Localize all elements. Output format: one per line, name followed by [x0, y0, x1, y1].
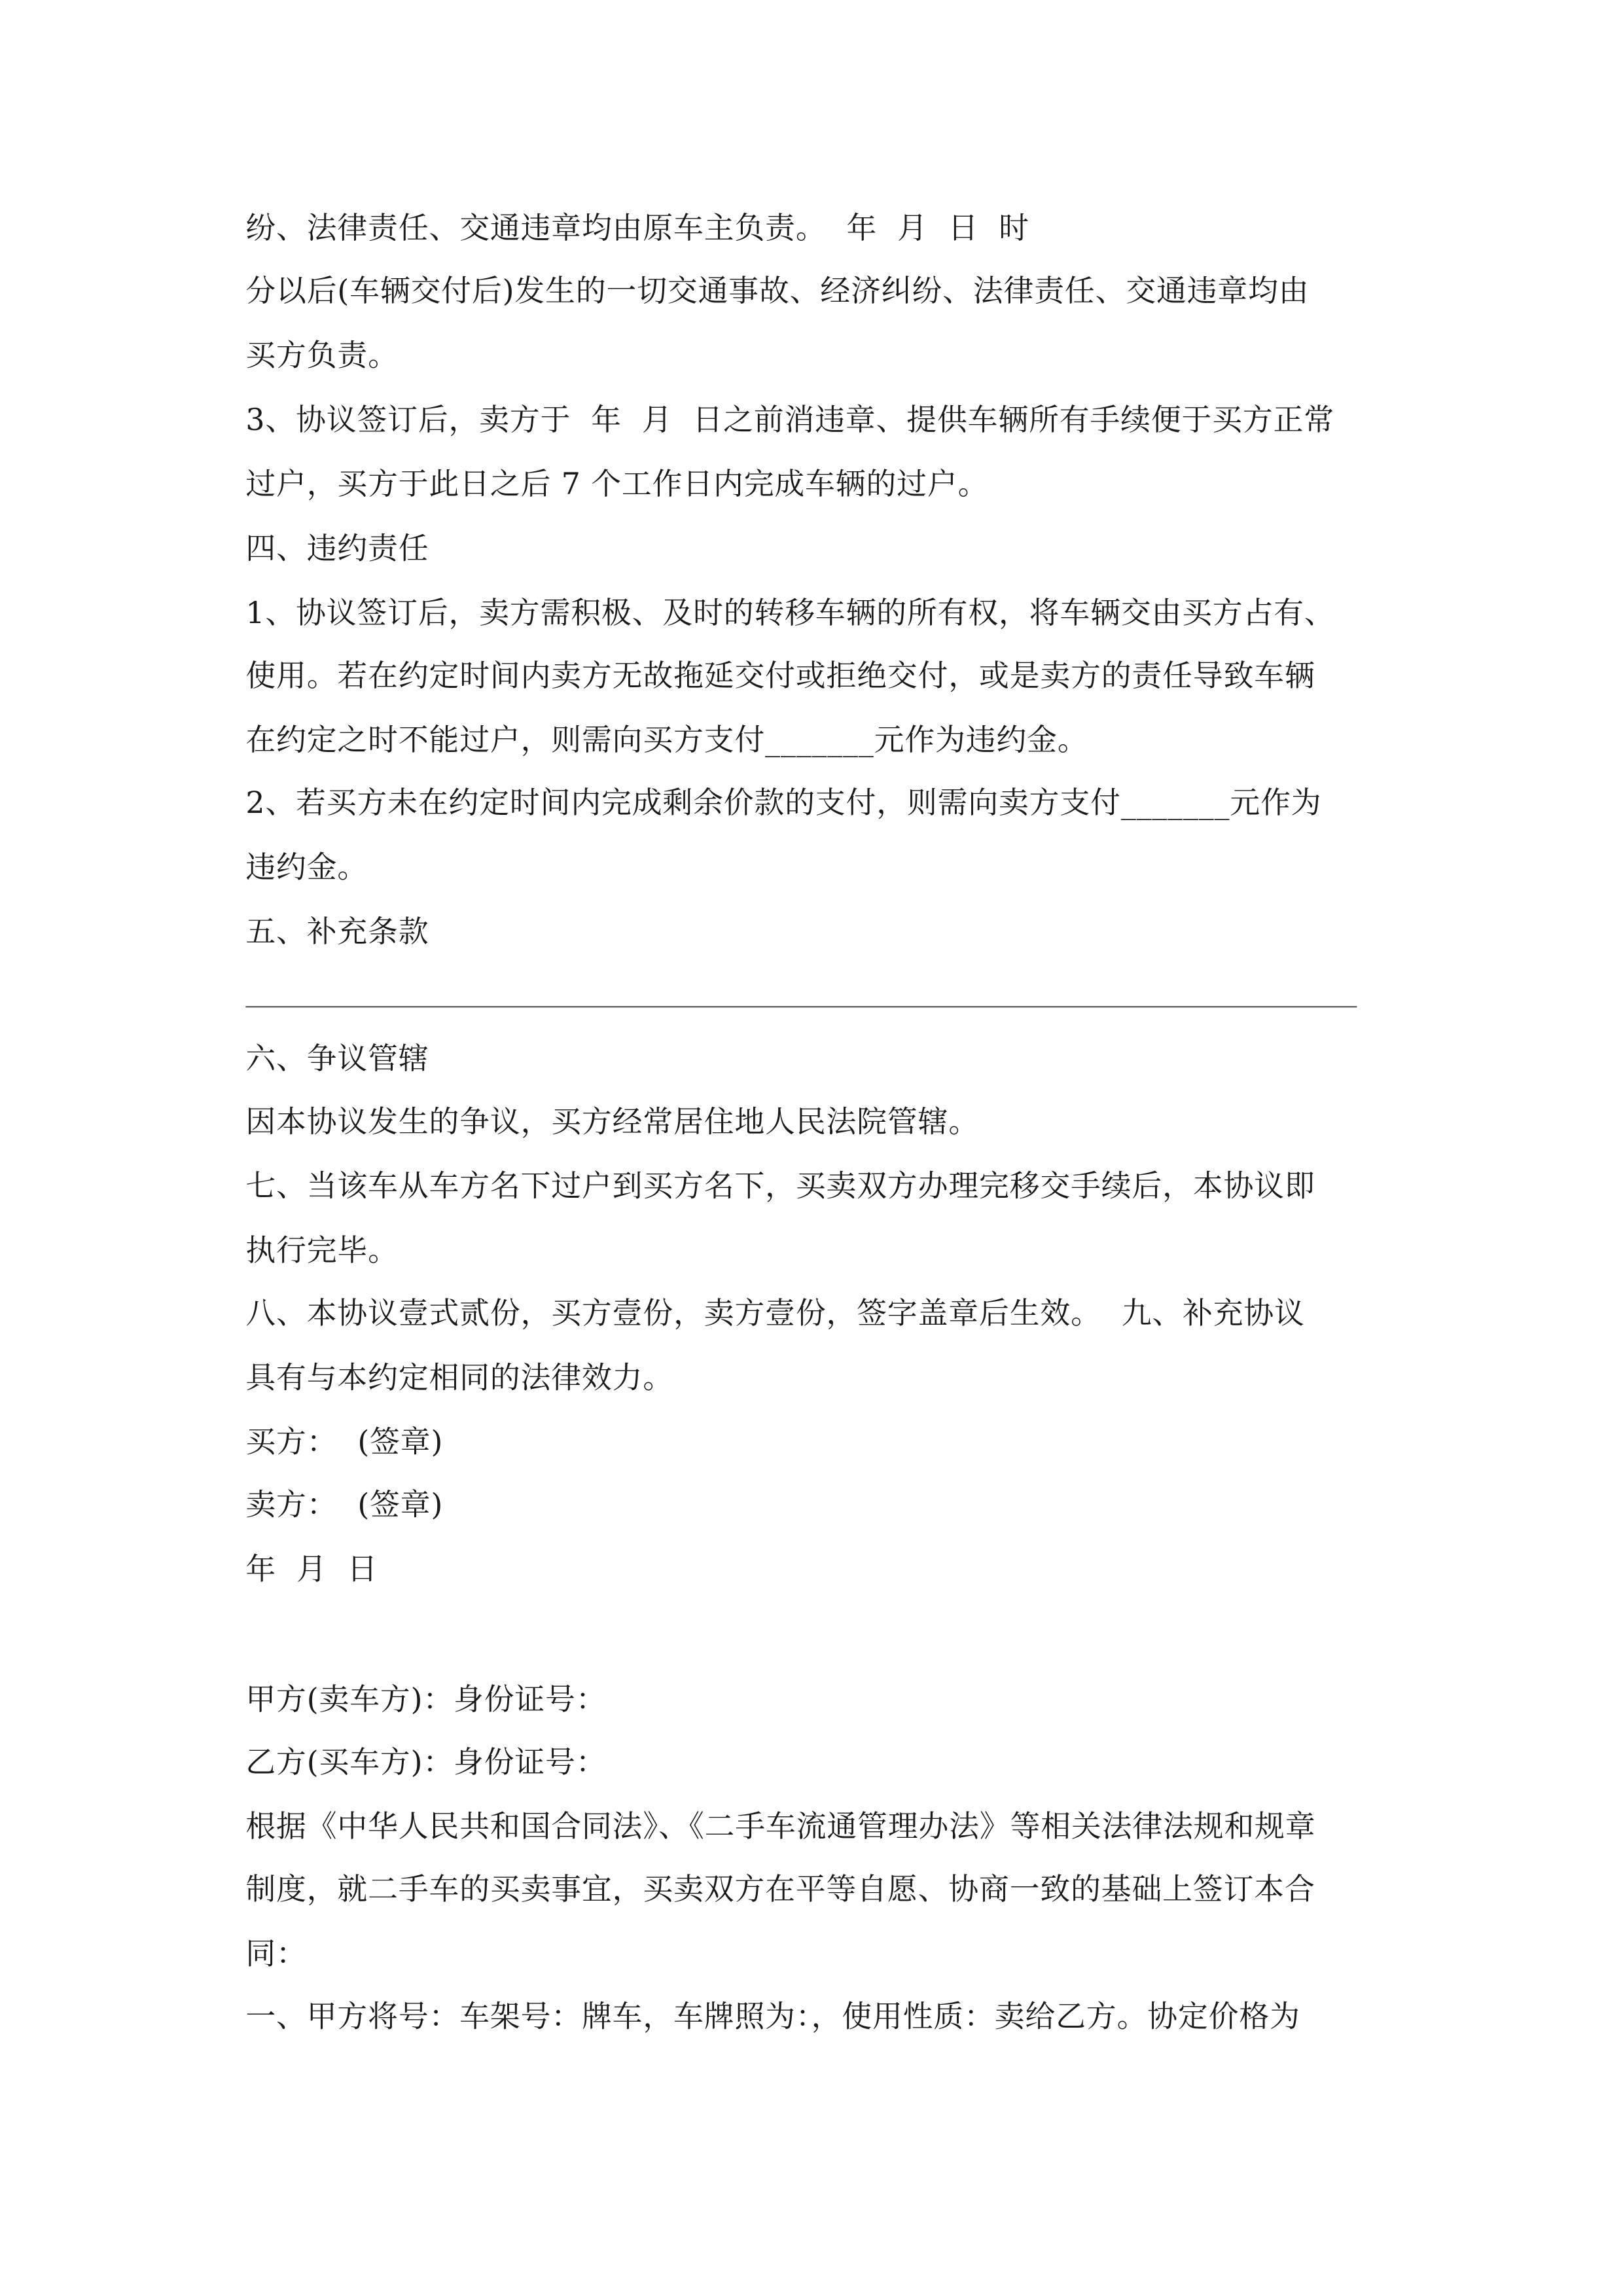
section-heading: 六、争议管辖 [245, 1041, 429, 1077]
blank-fill-line [245, 1006, 1357, 1007]
section-heading: 四、违约责任 [245, 531, 429, 566]
text-line: 违约金。 [245, 850, 368, 885]
text-line: 七、当该车从车方名下过户到买方名下，买卖双方办理完移交手续后，本协议即 [245, 1168, 1315, 1204]
text-line: 同： [245, 1936, 307, 1971]
signature-seller: 卖方： (签章) [245, 1487, 444, 1522]
date-line: 年 月 日 [245, 1551, 378, 1587]
signature-buyer: 买方： (签章) [245, 1424, 444, 1460]
text-line: 具有与本约定相同的法律效力。 [245, 1359, 674, 1395]
text-line: 过户，买方于此日之后 7 个工作日内完成车辆的过户。 [245, 466, 989, 502]
section-heading: 五、补充条款 [245, 914, 429, 949]
party-b-line: 乙方(买车方)：身份证号： [245, 1744, 607, 1780]
text-line: 买方负责。 [245, 338, 399, 373]
text-line: 一、甲方将号：车架号：牌车，车牌照为：，使用性质：卖给乙方。协定价格为 [245, 1999, 1300, 2034]
text-line: 3、协议签订后，卖方于 年 月 日之前消违章、提供车辆所有手续便于买方正常 [245, 402, 1335, 438]
party-a-line: 甲方(卖车方)：身份证号： [245, 1681, 607, 1717]
text-line: 在约定之时不能过户，则需向买方支付_______元作为违约金。 [245, 722, 1088, 758]
text-line: 1、协议签订后，卖方需积极、及时的转移车辆的所有权，将车辆交由买方占有、 [245, 595, 1335, 630]
text-line: 使用。若在约定时间内卖方无故拖延交付或拒绝交付，或是卖方的责任导致车辆 [245, 658, 1315, 694]
text-line: 纷、法律责任、交通违章均由原车主负责。 年 月 日 时 [245, 210, 1029, 246]
text-line: 2、若买方未在约定时间内完成剩余价款的支付，则需向卖方支付_______元作为 [245, 785, 1322, 821]
text-line: 分以后(车辆交付后)发生的一切交通事故、经济纠纷、法律责任、交通违章均由 [245, 273, 1310, 309]
text-line: 制度，就二手车的买卖事宜，买卖双方在平等自愿、协商一致的基础上签订本合 [245, 1871, 1315, 1907]
text-line: 根据《中华人民共和国合同法》、《二手车流通管理办法》等相关法律法规和规章 [245, 1808, 1316, 1844]
text-line: 执行完毕。 [245, 1232, 399, 1268]
text-line: 因本协议发生的争议，买方经常居住地人民法院管辖。 [245, 1103, 980, 1139]
text-line: 八、本协议壹式贰份，买方壹份，卖方壹份，签字盖章后生效。 九、补充协议 [245, 1295, 1305, 1331]
